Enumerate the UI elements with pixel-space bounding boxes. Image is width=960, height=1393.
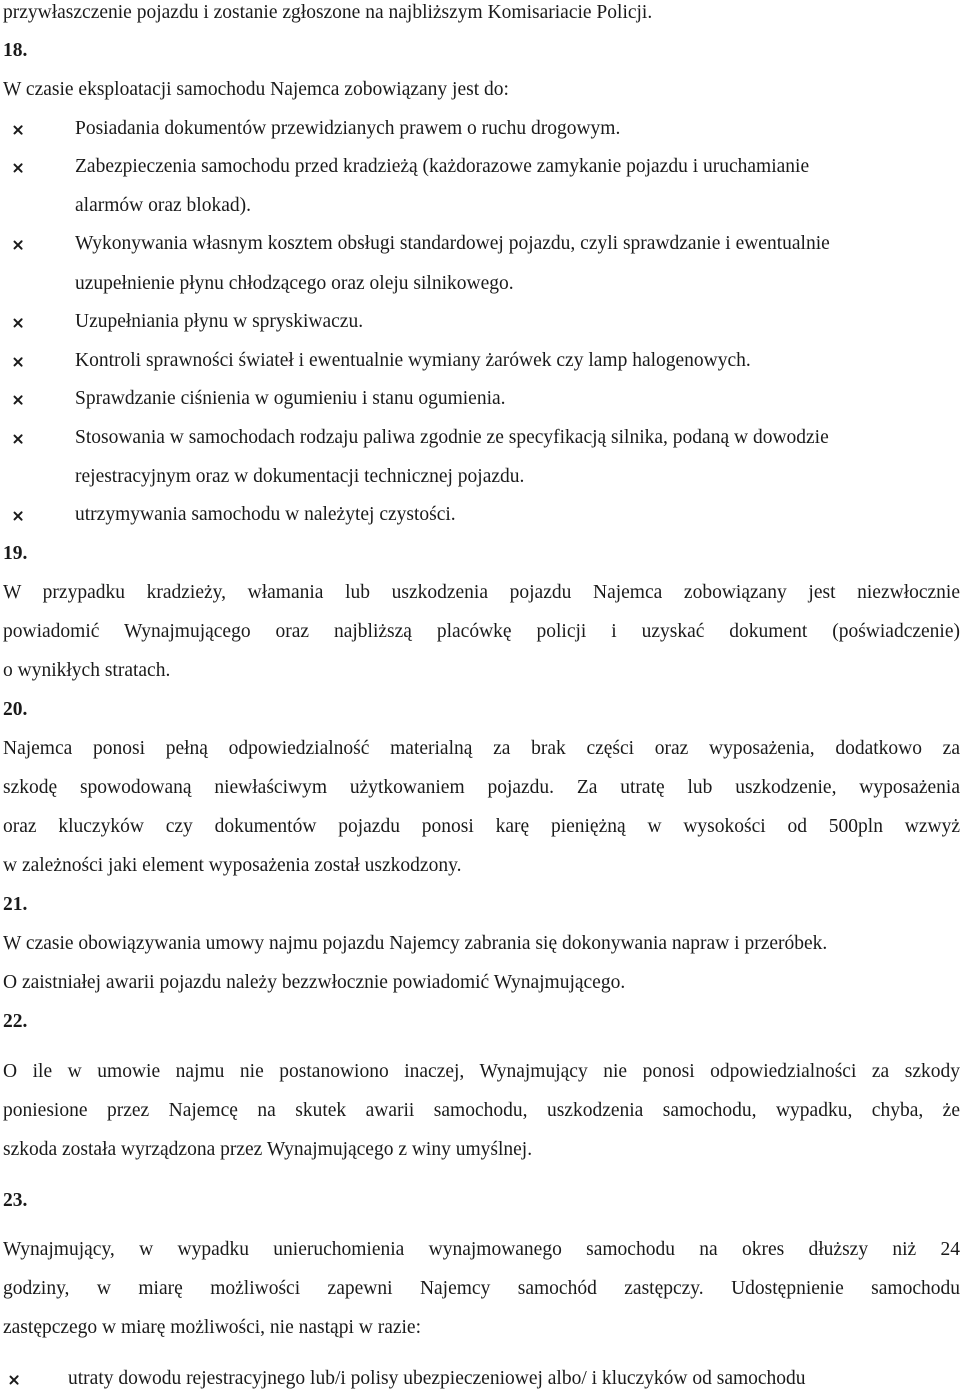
paragraph-line: W przypadku kradzieży, włamania lub uszkodzenia pojazdu Najemca zobowiązany jest niezwłocznie — [3, 582, 960, 603]
section-number: 18. — [3, 40, 28, 61]
cross-bullet-icon — [12, 124, 24, 136]
list-item: utrzymywania samochodu w należytej czystości. — [75, 504, 456, 525]
paragraph-line: O zaistniałej awarii pojazdu należy bezzwłocznie powiadomić Wynajmującego. — [3, 972, 626, 993]
paragraph-line: Najemca ponosi pełną odpowiedzialność materialną za brak części oraz wyposażenia, dodatkowo za — [3, 738, 960, 759]
section-number: 22. — [3, 1011, 28, 1032]
cross-bullet-icon — [12, 317, 24, 329]
cross-bullet-icon — [8, 1374, 20, 1386]
paragraph-line: poniesione przez Najemcę na skutek awarii samochodu, uszkodzenia samochodu, wypadku, chyba, że — [3, 1100, 960, 1121]
list-item-continuation: alarmów oraz blokad). — [75, 195, 251, 216]
list-item-continuation: uzupełnienie płynu chłodzącego oraz oleju silnikowego. — [75, 273, 514, 294]
cross-bullet-icon — [12, 162, 24, 174]
paragraph-line: w zależności jaki element wyposażenia został uszkodzony. — [3, 855, 462, 876]
list-item: Kontroli sprawności świateł i ewentualnie wymiany żarówek czy lamp halogenowych. — [75, 350, 751, 371]
list-item: Posiadania dokumentów przewidzianych prawem o ruchu drogowym. — [75, 118, 621, 139]
list-item: Uzupełniania płynu w spryskiwaczu. — [75, 311, 364, 332]
cross-bullet-icon — [12, 510, 24, 522]
section-number: 21. — [3, 894, 28, 915]
section-number: 20. — [3, 699, 28, 720]
list-item: Sprawdzanie ciśnienia w ogumieniu i stanu ogumienia. — [75, 388, 506, 409]
cross-bullet-icon — [12, 356, 24, 368]
list-item-continuation: rejestracyjnym oraz w dokumentacji technicznej pojazdu. — [75, 466, 525, 487]
cross-bullet-icon — [12, 394, 24, 406]
paragraph-line: powiadomić Wynajmującego oraz najbliższą placówkę policji i uzyskać dokument (poświadczenie) — [3, 621, 960, 642]
paragraph-line: W czasie obowiązywania umowy najmu pojazdu Najemcy zabrania się dokonywania napraw i przeróbek. — [3, 933, 828, 954]
paragraph-line: o wynikłych stratach. — [3, 660, 171, 681]
paragraph-line: Wynajmujący, w wypadku unieruchomienia wynajmowanego samochodu na okres dłuższy niż 24 — [3, 1239, 960, 1260]
paragraph-line: szkodę spowodowaną niewłaściwym użytkowaniem pojazdu. Za utratę lub uszkodzenie, wyposażenia — [3, 777, 960, 798]
list-item: Zabezpieczenia samochodu przed kradzieżą (każdorazowe zamykanie pojazdu i uruchamianie — [75, 156, 810, 177]
list-item: utraty dowodu rejestracyjnego lub/i polisy ubezpieczeniowej albo/ i kluczyków od samochodu — [68, 1368, 806, 1389]
paragraph-line: szkoda została wyrządzona przez Wynajmującego z winy umyślnej. — [3, 1139, 533, 1160]
paragraph-line: przywłaszczenie pojazdu i zostanie zgłoszone na najbliższym Komisariacie Policji. — [3, 2, 653, 23]
section-number: 23. — [3, 1190, 28, 1211]
paragraph-line: O ile w umowie najmu nie postanowiono inaczej, Wynajmujący nie ponosi odpowiedzialności za szkody — [3, 1061, 960, 1082]
cross-bullet-icon — [12, 239, 24, 251]
list-item: Wykonywania własnym kosztem obsługi standardowej pojazdu, czyli sprawdzanie i ewentualnie — [75, 233, 830, 254]
paragraph-line: oraz kluczyków czy dokumentów pojazdu ponosi karę pieniężną w wysokości od 500pln wzwyż — [3, 816, 960, 837]
paragraph-line: W czasie eksploatacji samochodu Najemca zobowiązany jest do: — [3, 79, 509, 100]
paragraph-line: zastępczego w miarę możliwości, nie nastąpi w razie: — [3, 1317, 421, 1338]
list-item: Stosowania w samochodach rodzaju paliwa zgodnie ze specyfikacją silnika, podaną w dowodzie — [75, 427, 829, 448]
section-number: 19. — [3, 543, 28, 564]
cross-bullet-icon — [12, 433, 24, 445]
paragraph-line: godziny, w miarę możliwości zapewni Najemcy samochód zastępczy. Udostępnienie samochodu — [3, 1278, 960, 1299]
